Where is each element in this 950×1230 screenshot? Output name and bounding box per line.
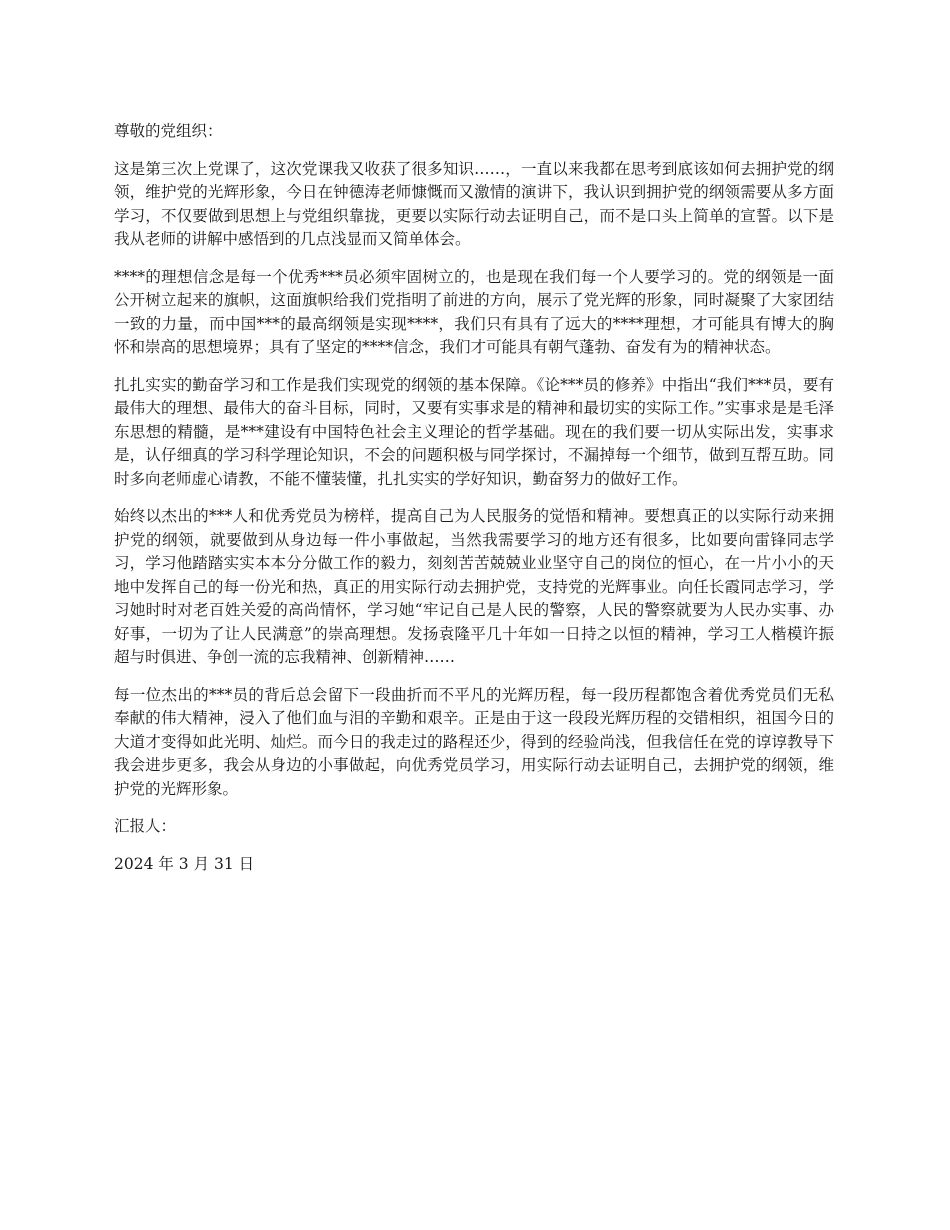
reporter-label: 汇报人：	[114, 817, 177, 835]
paragraph-ideals: ****的理想信念是每一个优秀***员必须牢固树立的，也是现在我们每一个人要学习的。党的纲领是一面公开树立起来的旗帜，这面旗帜给我们党指明了前进的方向，展示了党光辉的形象，同时凝聚了大家团结一致的力量，而中国***的最高纲领是实现****，我们只有具有了远大的****理想，才可能具有博大的胸怀和崇高的思想境界；具有了坚定的****信念，我们才可能具有朝气蓬勃、奋发有为的精神状态。	[114, 267, 834, 356]
paragraph-role-models: 始终以杰出的***人和优秀党员为榜样，提高自己为人民服务的觉悟和精神。要想真正的以实际行动来拥护党的纲领，就要做到从身边每一件小事做起，当然我需要学习的地方还有很多，比如要向雷锋同志学习，学习他踏踏实实本本分分做工作的毅力，刻刻苦苦兢兢业业坚守自己的岗位的恒心，在一片小小的天地中发挥自己的每一份光和热，真正的用实际行动去拥护党，支持党的光辉事业。向任长霞同志学习，学习她时时对老百姓关爱的高尚情怀，学习她“牢记自己是人民的警察，人民的警察就要为人民办实事、办好事，一切为了让人民满意”的崇高理想。发扬袁隆平几十年如一日持之以恒的精神，学习工人楷模许振超与时俱进、争创一流的忘我精神、创新精神……	[114, 507, 834, 666]
salutation: 尊敬的党组织：	[114, 122, 223, 140]
paragraph-study: 扎扎实实的勤奋学习和工作是我们实现党的纲领的基本保障。《论***员的修养》中指出“我们***员，要有最伟大的理想、最伟大的奋斗目标，同时，又要有实事求是的精神和最切实的实际工作。”实事求是是毛泽东思想的精髓，是***建设有中国特色社会主义理论的哲学基础。现在的我们要一切从实际出发，实事求是，认仔细真的学习科学理论知识，不会的问题积极与同学探讨，不漏掉每一个细节，做到互帮互助。同时多向老师虚心请教，不能不懂装懂，扎扎实实的学好知识，勤奋努力的做好工作。	[114, 375, 834, 488]
paragraph-intro: 这是第三次上党课了，这次党课我又收获了很多知识……，一直以来我都在思考到底该如何去拥护党的纲领，维护党的光辉形象，今日在钟德涛老师慷慨而又激情的演讲下，我认识到拥护党的纲领需要从多方面学习，不仅要做到思想上与党组织靠拢，更要以实际行动去证明自己，而不是口头上简单的宣誓。以下是我从老师的讲解中感悟到的几点浅显而又简单体会。	[114, 159, 834, 248]
paragraph-conclusion: 每一位杰出的***员的背后总会留下一段曲折而不平凡的光辉历程，每一段历程都饱含着优秀党员们无私奉献的伟大精神，浸入了他们血与泪的辛勤和艰辛。正是由于这一段段光辉历程的交错相织，祖国今日的大道才变得如此光明、灿烂。而今日的我走过的路程还少，得到的经验尚浅，但我信任在党的谆谆教导下我会进步更多，我会从身边的小事做起，向优秀党员学习，用实际行动去证明自己，去拥护党的纲领，维护党的光辉形象。	[114, 685, 834, 798]
document-page	[114, 120, 834, 876]
report-date: 2024 年 3 月 31 日	[114, 854, 255, 873]
